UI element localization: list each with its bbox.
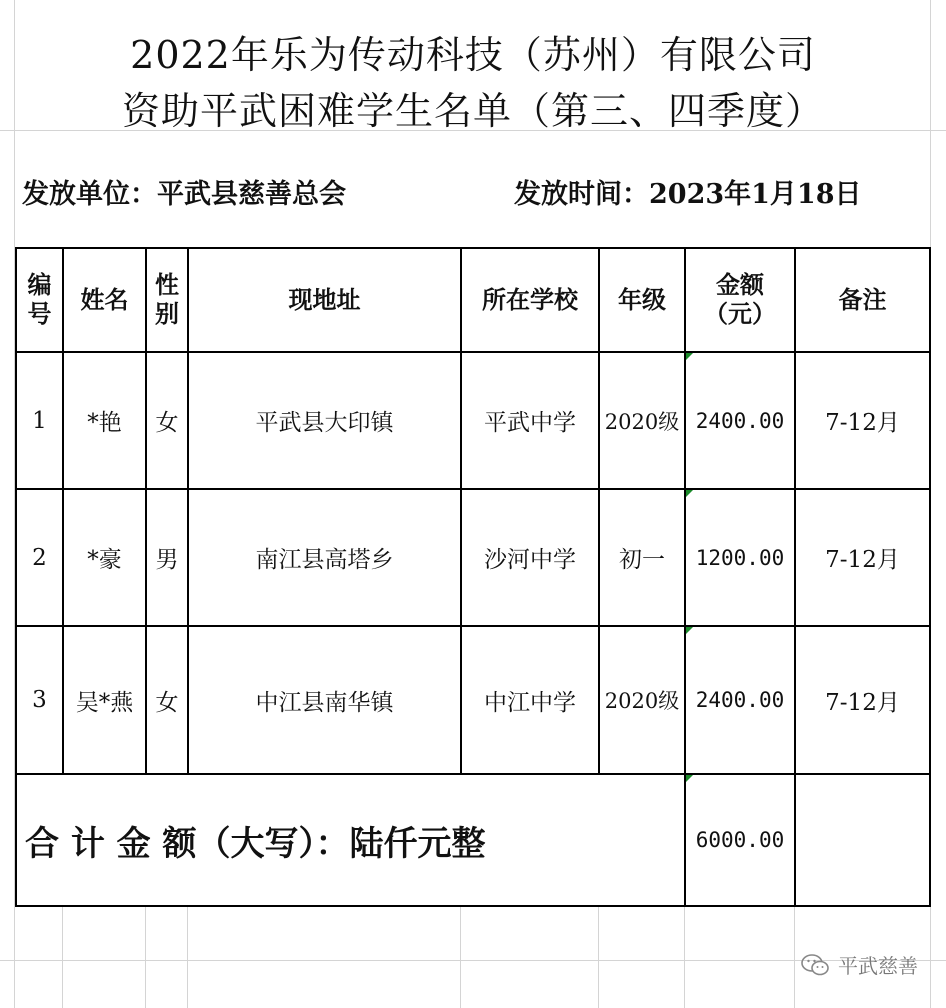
header-grade: 年级 (618, 284, 666, 314)
cell-indicator (686, 490, 693, 497)
issue-date: 发放时间：2023年1月18日 (514, 179, 862, 210)
cell-amount: 2400.00 (695, 688, 785, 712)
cell-amount: 2400.00 (695, 408, 785, 433)
cell-indicator (686, 775, 693, 782)
cell-name: *艳 (87, 410, 122, 436)
wechat-icon (800, 953, 830, 977)
cell-indicator (686, 353, 693, 360)
cell-id: 2 (32, 544, 47, 571)
cell-grade: 初一 (619, 547, 665, 573)
total-amount: 6000.00 (695, 828, 785, 852)
header-address: 现地址 (288, 284, 361, 314)
gridline (684, 906, 685, 1008)
header-note: 备注 (838, 284, 887, 314)
header-gender: 性 别 (155, 270, 179, 328)
cell-name: *豪 (87, 547, 122, 573)
gridline (145, 906, 146, 1008)
header-school: 所在学校 (482, 284, 578, 314)
gridline (62, 906, 63, 1008)
watermark (800, 950, 918, 979)
title-line-1: 2022年乐为传动科技（苏州）有限公司 (130, 33, 816, 77)
cell-id: 3 (32, 687, 47, 713)
cell-id: 1 (32, 407, 47, 434)
header-id: 编 号 (27, 270, 52, 328)
gridline (794, 906, 795, 1008)
cell-note: 7-12月 (825, 547, 900, 573)
header-amount: 金额 （元） (704, 270, 776, 328)
cell-amount: 1200.00 (695, 545, 785, 570)
cell-gender: 男 (155, 547, 179, 573)
gridline (187, 906, 188, 1008)
cell-address: 南江县高塔乡 (255, 547, 394, 573)
cell-grade: 2020级 (604, 689, 680, 713)
cell-school: 中江中学 (484, 689, 576, 716)
cell-indicator (686, 627, 693, 634)
header-name: 姓名 (80, 284, 129, 314)
cell-note: 7-12月 (825, 410, 900, 436)
cell-address: 平武县大印镇 (255, 410, 394, 436)
gridline (460, 906, 461, 1008)
cell-grade: 2020级 (604, 409, 680, 434)
cell-note: 7-12月 (825, 689, 900, 716)
gridline (598, 906, 599, 1008)
watermark-text: 平武慈善 (838, 954, 918, 978)
cell-gender: 女 (155, 689, 179, 716)
cell-name: 吴*燕 (75, 689, 134, 716)
issuer-label: 发放单位：平武县慈善总会 (22, 179, 346, 210)
cell-address: 中江县南华镇 (255, 689, 394, 716)
table-border (929, 247, 931, 907)
cell-school: 平武中学 (484, 410, 576, 436)
total-label: 合 计 金 额（大写）：陆仟元整 (25, 823, 486, 864)
title-line-2: 资助平武困难学生名单（第三、四季度） (121, 89, 824, 133)
cell-school: 沙河中学 (484, 547, 576, 573)
cell-gender: 女 (155, 410, 179, 436)
